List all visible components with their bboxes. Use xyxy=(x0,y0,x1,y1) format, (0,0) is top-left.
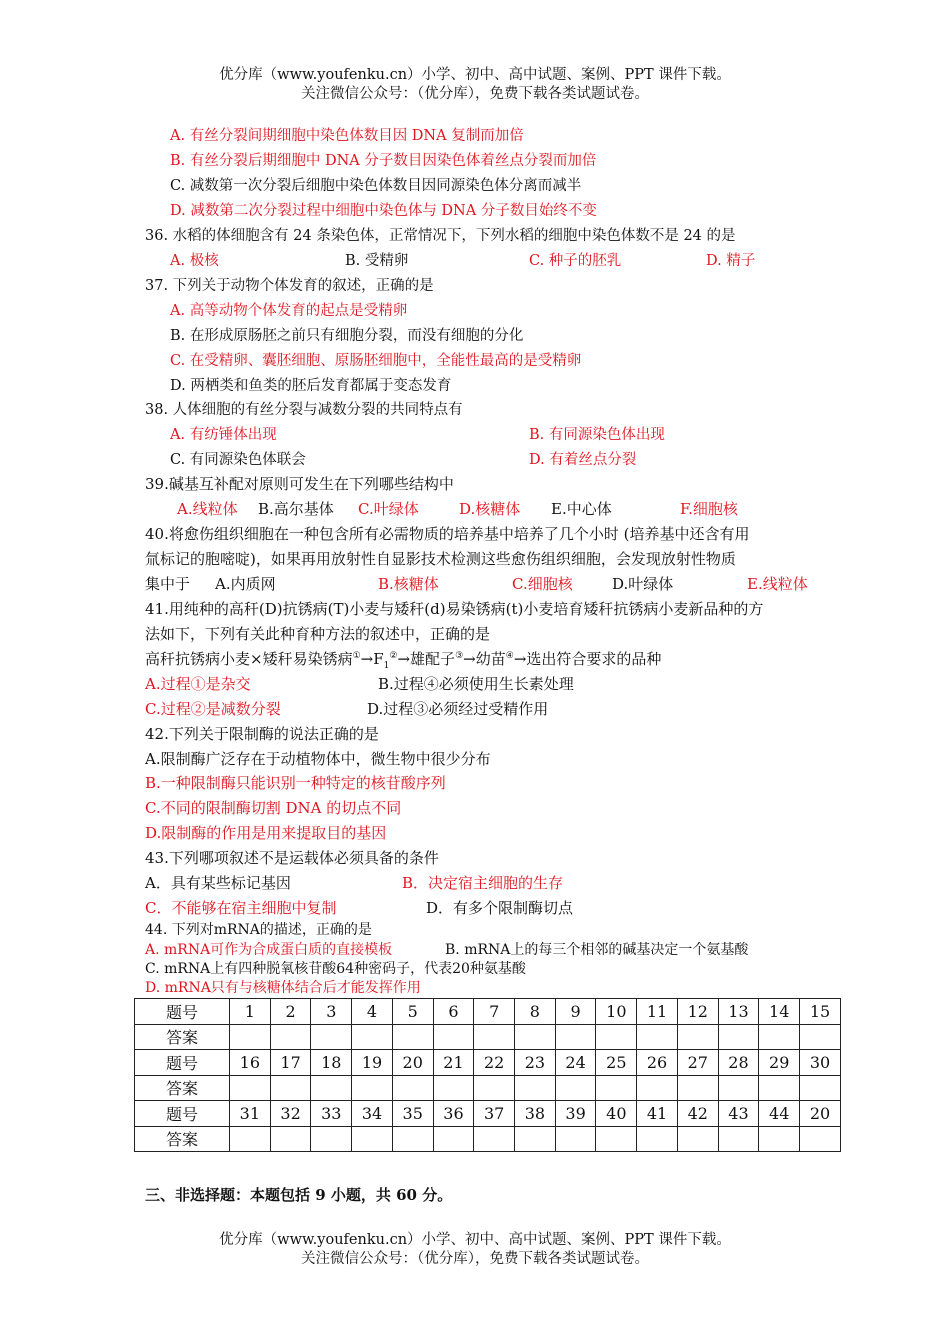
grid-question-number: 36 xyxy=(433,1101,474,1127)
grid-answer-cell[interactable] xyxy=(596,1126,637,1152)
grid-question-number: 19 xyxy=(352,1050,393,1076)
q42-option-a: A.限制酶广泛存在于动植物体中，微生物中很少分布 xyxy=(145,750,491,768)
q38-option-b: B. 有同源染色体出现 xyxy=(529,427,665,443)
grid-question-number: 15 xyxy=(800,999,841,1025)
q41-option-c: C.过程②是减数分裂 xyxy=(145,700,281,718)
q44-option-b: B. mRNA上的每三个相邻的碱基决定一个氨基酸 xyxy=(445,942,749,958)
grid-question-number: 3 xyxy=(311,999,352,1025)
grid-answer-cell[interactable] xyxy=(637,1024,678,1050)
grid-answer-cell[interactable] xyxy=(392,1024,433,1050)
grid-question-number: 11 xyxy=(637,999,678,1025)
q41-option-a: A.过程①是杂交 xyxy=(145,675,251,693)
q43-option-c: C．不能够在宿主细胞中复制 xyxy=(145,899,337,917)
grid-answer-cell[interactable] xyxy=(759,1126,800,1152)
footer-line-2: 关注微信公众号：（优分库），免费下载各类试题试卷。 xyxy=(301,1251,649,1267)
q36-option-b: B. 受精卵 xyxy=(345,253,409,269)
grid-answer-cell[interactable] xyxy=(352,1024,393,1050)
q37-stem: 37. 下列关于动物个体发育的叙述，正确的是 xyxy=(145,278,434,294)
q40-option-a: A.内质网 xyxy=(215,575,276,593)
q40-option-b: B.核糖体 xyxy=(378,575,439,593)
q44-option-d: D. mRNA只有与核糖体结合后才能发挥作用 xyxy=(145,980,421,996)
grid-number-row xyxy=(135,999,841,1025)
q37-option-d: D. 两栖类和鱼类的胚后发育都属于变态发育 xyxy=(170,378,452,394)
grid-question-number: 34 xyxy=(352,1101,393,1127)
grid-question-number: 42 xyxy=(677,1101,718,1127)
q38-option-c: C. 有同源染色体联会 xyxy=(170,452,306,468)
grid-answer-cell[interactable] xyxy=(474,1075,515,1101)
footer-line-1: 优分库（www.youfenku.cn）小学、初中、高中试题、案例、PPT 课件下载。 xyxy=(219,1232,731,1248)
q40-option-d: D.叶绿体 xyxy=(612,575,674,593)
grid-question-number: 8 xyxy=(515,999,556,1025)
grid-answer-row xyxy=(135,1024,841,1050)
gamete-label: 雄配子 xyxy=(410,650,456,668)
flow-end: 选出符合要求的品种 xyxy=(526,650,662,668)
grid-question-number: 7 xyxy=(474,999,515,1025)
grid-answer-cell[interactable] xyxy=(311,1126,352,1152)
q43-option-a: A．具有某些标记基因 xyxy=(145,874,291,892)
grid-number-row xyxy=(135,1050,841,1076)
q39-option-f: F.细胞核 xyxy=(680,500,738,518)
grid-answer-row xyxy=(135,1126,841,1152)
step-1-mark: ① xyxy=(352,651,361,661)
grid-question-number: 20 xyxy=(800,1101,841,1127)
arrow-icon: → xyxy=(513,650,527,668)
grid-answer-cell[interactable] xyxy=(392,1126,433,1152)
grid-answer-cell[interactable] xyxy=(759,1024,800,1050)
grid-answer-cell[interactable] xyxy=(270,1075,311,1101)
grid-answer-cell[interactable] xyxy=(392,1075,433,1101)
grid-question-number: 39 xyxy=(555,1101,596,1127)
section-3-heading: 三、非选择题：本题包括 9 小题，共 60 分。 xyxy=(145,1186,453,1204)
grid-answer-cell[interactable] xyxy=(596,1024,637,1050)
grid-question-number: 20 xyxy=(392,1050,433,1076)
q40-line-2: 氚标记的胞嘧啶)，如果再用放射性自显影技术检测这些愈伤组织细胞，会发现放射性物质 xyxy=(145,550,736,568)
grid-question-number: 33 xyxy=(311,1101,352,1127)
grid-label-answer: 答案 xyxy=(135,1075,230,1101)
q39-option-c: C.叶绿体 xyxy=(358,500,419,518)
grid-label-number: 题号 xyxy=(135,999,230,1025)
q38-option-d: D. 有着丝点分裂 xyxy=(529,452,637,468)
grid-question-number: 32 xyxy=(270,1101,311,1127)
step-3-mark: ③ xyxy=(455,651,464,661)
grid-answer-cell[interactable] xyxy=(515,1024,556,1050)
q36-option-d: D. 精子 xyxy=(706,253,756,269)
grid-question-number: 18 xyxy=(311,1050,352,1076)
grid-question-number: 21 xyxy=(433,1050,474,1076)
q35-option-d: D. 减数第二次分裂过程中细胞中染色体与 DNA 分子数目始终不变 xyxy=(170,203,597,219)
grid-answer-cell[interactable] xyxy=(433,1126,474,1152)
grid-answer-cell[interactable] xyxy=(677,1075,718,1101)
grid-question-number: 16 xyxy=(230,1050,271,1076)
grid-answer-cell[interactable] xyxy=(555,1075,596,1101)
grid-label-number: 题号 xyxy=(135,1050,230,1076)
grid-answer-cell[interactable] xyxy=(555,1126,596,1152)
grid-question-number: 35 xyxy=(392,1101,433,1127)
grid-question-number: 30 xyxy=(800,1050,841,1076)
q35-option-a: A. 有丝分裂间期细胞中染色体数目因 DNA 复制而加倍 xyxy=(170,128,524,144)
q41-line-1: 41.用纯种的高秆(D)抗锈病(T)小麦与矮秆(d)易染锈病(t)小麦培育矮秆抗锈病小麦新品种的方 xyxy=(145,600,764,618)
f1-label: F xyxy=(373,650,384,668)
grid-answer-cell[interactable] xyxy=(596,1075,637,1101)
grid-answer-cell[interactable] xyxy=(759,1075,800,1101)
seedling-label: 幼苗 xyxy=(475,650,506,668)
q37-option-c: C. 在受精卵、囊胚细胞、原肠胚细胞中，全能性最高的是受精卵 xyxy=(170,353,582,369)
grid-question-number: 1 xyxy=(230,999,271,1025)
grid-answer-cell[interactable] xyxy=(433,1075,474,1101)
grid-answer-cell[interactable] xyxy=(677,1126,718,1152)
grid-question-number: 14 xyxy=(759,999,800,1025)
header-line-1: 优分库（www.youfenku.cn）小学、初中、高中试题、案例、PPT 课件下载。 xyxy=(219,67,731,83)
q44-option-a: A. mRNA可作为合成蛋白质的直接模板 xyxy=(145,942,393,958)
q43-option-b: B．决定宿主细胞的生存 xyxy=(402,874,564,892)
flow-start: 高秆抗锈病小麦×矮秆易染锈病 xyxy=(145,650,353,668)
q43-stem: 43.下列哪项叙述不是运载体必须具备的条件 xyxy=(145,849,439,867)
grid-label-answer: 答案 xyxy=(135,1126,230,1152)
grid-question-number: 28 xyxy=(718,1050,759,1076)
grid-question-number: 27 xyxy=(677,1050,718,1076)
grid-question-number: 2 xyxy=(270,999,311,1025)
grid-answer-cell[interactable] xyxy=(515,1126,556,1152)
q40-line-1: 40.将愈伤组织细胞在一种包含所有必需物质的培养基中培养了几个小时 (培养基中还含有用 xyxy=(145,525,750,543)
grid-question-number: 23 xyxy=(515,1050,556,1076)
grid-answer-cell[interactable] xyxy=(270,1126,311,1152)
step-2-mark: ② xyxy=(389,651,398,661)
grid-question-number: 4 xyxy=(352,999,393,1025)
grid-question-number: 40 xyxy=(596,1101,637,1127)
q42-option-c: C.不同的限制酶切割 DNA 的切点不同 xyxy=(145,799,402,817)
q40-line-3: 集中于 xyxy=(145,575,191,593)
q41-option-d: D.过程③必须经过受精作用 xyxy=(367,700,549,718)
grid-question-number: 12 xyxy=(677,999,718,1025)
q39-stem: 39.碱基互补配对原则可发生在下列哪些结构中 xyxy=(145,475,454,493)
grid-answer-cell[interactable] xyxy=(800,1024,841,1050)
grid-answer-cell[interactable] xyxy=(515,1075,556,1101)
grid-question-number: 6 xyxy=(433,999,474,1025)
grid-number-row xyxy=(135,1101,841,1127)
grid-question-number: 24 xyxy=(555,1050,596,1076)
q36-option-c: C. 种子的胚乳 xyxy=(529,253,622,269)
q42-option-b: B.一种限制酶只能识别一种特定的核苷酸序列 xyxy=(145,774,446,792)
q40-option-c: C.细胞核 xyxy=(512,575,573,593)
grid-answer-cell[interactable] xyxy=(718,1126,759,1152)
grid-label-answer: 答案 xyxy=(135,1024,230,1050)
grid-question-number: 31 xyxy=(230,1101,271,1127)
q39-option-b: B.高尔基体 xyxy=(258,500,334,518)
q37-option-a: A. 高等动物个体发育的起点是受精卵 xyxy=(170,303,408,319)
grid-question-number: 43 xyxy=(718,1101,759,1127)
header-line-2: 关注微信公众号：（优分库），免费下载各类试题试卷。 xyxy=(301,86,649,102)
grid-question-number: 17 xyxy=(270,1050,311,1076)
grid-question-number: 5 xyxy=(392,999,433,1025)
grid-answer-cell[interactable] xyxy=(230,1126,271,1152)
grid-answer-cell[interactable] xyxy=(230,1024,271,1050)
f1-subscript: 1 xyxy=(383,661,390,671)
grid-answer-cell[interactable] xyxy=(718,1075,759,1101)
grid-answer-row xyxy=(135,1075,841,1101)
grid-answer-cell[interactable] xyxy=(474,1024,515,1050)
q37-option-b: B. 在形成原肠胚之前只有细胞分裂，而没有细胞的分化 xyxy=(170,328,524,344)
grid-answer-cell[interactable] xyxy=(555,1024,596,1050)
arrow-icon: → xyxy=(397,650,411,668)
grid-answer-cell[interactable] xyxy=(433,1024,474,1050)
q41-line-2: 法如下，下列有关此种育种方法的叙述中，正确的是 xyxy=(145,625,491,643)
q40-option-e: E.线粒体 xyxy=(747,575,808,593)
q36-stem: 36. 水稻的体细胞含有 24 条染色体，正常情况下，下列水稻的细胞中染色体数不是 24 的是 xyxy=(145,228,736,244)
arrow-icon: → xyxy=(360,650,374,668)
q38-option-a: A. 有纺锤体出现 xyxy=(170,427,277,443)
q36-option-a: A. 极核 xyxy=(170,253,219,269)
q39-option-e: E.中心体 xyxy=(551,500,612,518)
q38-stem: 38. 人体细胞的有丝分裂与减数分裂的共同特点有 xyxy=(145,402,463,418)
grid-question-number: 44 xyxy=(759,1101,800,1127)
grid-answer-cell[interactable] xyxy=(311,1075,352,1101)
q42-stem: 42.下列关于限制酶的说法正确的是 xyxy=(145,725,379,743)
grid-question-number: 22 xyxy=(474,1050,515,1076)
grid-answer-cell[interactable] xyxy=(352,1075,393,1101)
grid-question-number: 10 xyxy=(596,999,637,1025)
grid-question-number: 13 xyxy=(718,999,759,1025)
q42-option-d: D.限制酶的作用是用来提取目的基因 xyxy=(145,824,387,842)
answer-grid xyxy=(134,998,841,1152)
q41-option-b: B.过程④必须使用生长素处理 xyxy=(378,675,574,693)
grid-question-number: 37 xyxy=(474,1101,515,1127)
grid-answer-cell[interactable] xyxy=(800,1075,841,1101)
grid-question-number: 38 xyxy=(515,1101,556,1127)
q41-breeding-flow xyxy=(145,649,661,669)
grid-question-number: 26 xyxy=(637,1050,678,1076)
q35-option-b: B. 有丝分裂后期细胞中 DNA 分子数目因染色体着丝点分裂而加倍 xyxy=(170,153,597,169)
grid-answer-cell[interactable] xyxy=(270,1024,311,1050)
q39-option-d: D.核糖体 xyxy=(459,500,521,518)
arrow-icon: → xyxy=(463,650,476,668)
grid-question-number: 9 xyxy=(555,999,596,1025)
grid-question-number: 41 xyxy=(637,1101,678,1127)
grid-answer-cell[interactable] xyxy=(474,1126,515,1152)
grid-answer-cell[interactable] xyxy=(637,1126,678,1152)
grid-answer-cell[interactable] xyxy=(677,1024,718,1050)
grid-question-number: 25 xyxy=(596,1050,637,1076)
q44-stem: 44. 下列对mRNA的描述，正确的是 xyxy=(145,922,372,938)
grid-answer-cell[interactable] xyxy=(352,1126,393,1152)
step-4-mark: ④ xyxy=(505,651,514,661)
grid-label-number: 题号 xyxy=(135,1101,230,1127)
grid-answer-cell[interactable] xyxy=(718,1024,759,1050)
q43-option-d: D．有多个限制酶切点 xyxy=(426,899,574,917)
q39-option-a: A.线粒体 xyxy=(177,500,238,518)
q35-option-c: C. 减数第一次分裂后细胞中染色体数目因同源染色体分离而减半 xyxy=(170,178,582,194)
grid-answer-cell[interactable] xyxy=(637,1075,678,1101)
q44-option-c: C. mRNA上有四种脱氧核苷酸64种密码子，代表20种氨基酸 xyxy=(145,961,526,977)
grid-answer-cell[interactable] xyxy=(800,1126,841,1152)
grid-answer-cell[interactable] xyxy=(230,1075,271,1101)
grid-answer-cell[interactable] xyxy=(311,1024,352,1050)
grid-question-number: 29 xyxy=(759,1050,800,1076)
